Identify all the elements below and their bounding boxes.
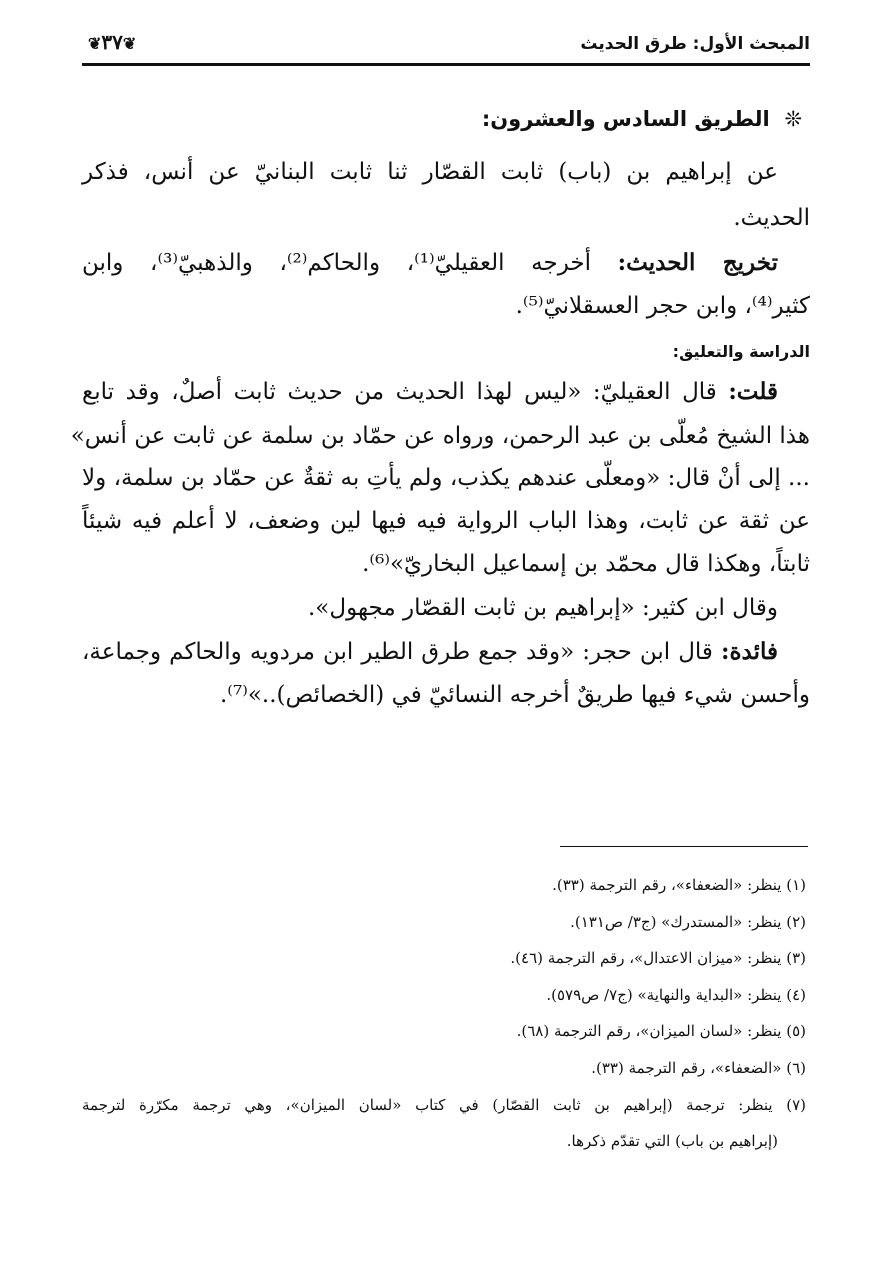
para-line: فائدة: قال ابن حجر: «وقد جمع طرق الطير ابن مردويه والحاكم وجماعة، xyxy=(82,638,779,665)
footnote: (٦) «الضعفاء»، رقم الترجمة (٣٣). xyxy=(591,1059,806,1077)
para-line: ثابتاً، وهكذا قال محمّد بن إسماعيل البخاريّ»⁽⁶⁾. xyxy=(362,551,810,577)
para-line: عن إبراهيم بن (باب) ثابت القصّار ثنا ثابت البنانيّ عن أنس، فذكر xyxy=(82,159,778,185)
para-line: قلت: قال العقيليّ: «ليس لهذا الحديث من حديث ثابت أصلٌ، وقد تابع xyxy=(82,378,778,405)
para-line: وقال ابن كثير: «إبراهيم بن ثابت القصّار مجهول». xyxy=(307,595,778,621)
footnote: (٣) ينظر: «ميزان الاعتدال»، رقم الترجمة (٤٦). xyxy=(510,949,806,967)
ornament-icon: ❦ xyxy=(122,34,137,53)
footnote: (١) ينظر: «الضعفاء»، رقم الترجمة (٣٣). xyxy=(552,876,806,894)
footnote: (٧) ينظر: ترجمة (إبراهيم بن ثابت القصّار) في كتاب «لسان الميزان»، وهي ترجمة مكرّرة لترجمة xyxy=(82,1096,806,1114)
asterisk-icon: ❊ xyxy=(784,107,802,131)
subheading: الدراسة والتعليق: xyxy=(672,342,810,361)
para-line: الحديث. xyxy=(733,205,810,231)
para-line: كثير⁽⁴⁾، وابن حجر العسقلانيّ⁽⁵⁾. xyxy=(515,293,810,319)
para-line: ... إلى أنْ قال: «ومعلّى عندهم يكذب، ولم يأتِ به ثقةٌ عن حمّاد بن سلمة، ولا xyxy=(82,465,810,491)
footnote: (إبراهيم بن باب) التي تقدّم ذكرها. xyxy=(566,1132,778,1150)
para-line: وأحسن شيء فيها طريقٌ أخرجه النسائيّ في (الخصائص)..»⁽⁷⁾. xyxy=(219,682,810,708)
para-line: عن ثقة عن ثابت، وهذا الباب الرواية فيه فيها لين وضعف، لا أعلم فيه شيئاً xyxy=(82,508,810,534)
para-line: تخريج الحديث: أخرجه العقيليّ⁽¹⁾، والحاكم⁽²⁾، والذهبيّ⁽³⁾، وابن xyxy=(82,249,778,276)
header-rule xyxy=(82,63,810,66)
para-line: هذا الشيخ مُعلّى بن عبد الرحمن، ورواه عن حمّاد بن سلمة عن ثابت عن أنس» xyxy=(70,423,810,449)
page-number: ❦٣٧❦ xyxy=(88,30,137,54)
ornament-icon: ❦ xyxy=(88,34,102,53)
footnote-rule xyxy=(560,846,808,847)
footnote: (٢) ينظر: «المستدرك» (ج٣/ ص١٣١). xyxy=(570,913,806,931)
running-header-title: المبحث الأول: طرق الحديث xyxy=(580,34,810,54)
section-heading: ❊ الطريق السادس والعشرون: xyxy=(481,107,802,131)
footnote: (٥) ينظر: «لسان الميزان»، رقم الترجمة (٦٨). xyxy=(516,1022,806,1040)
footnote: (٤) ينظر: «البداية والنهاية» (ج٧/ ص٥٧٩). xyxy=(546,986,806,1004)
